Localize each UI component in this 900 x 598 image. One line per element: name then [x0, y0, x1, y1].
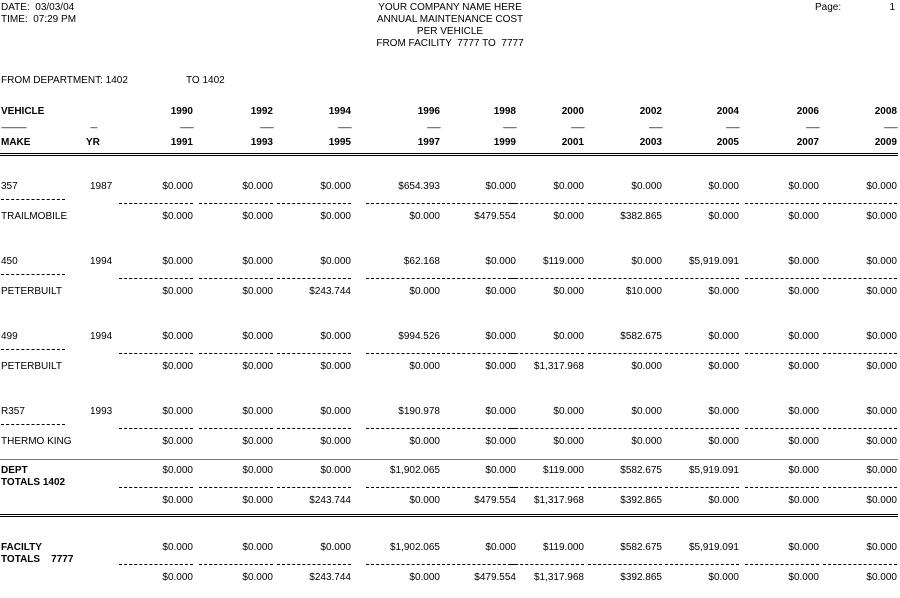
cost-cell: $0.000 — [162, 331, 193, 342]
cost-separator — [277, 278, 351, 279]
cost-separator — [588, 203, 662, 204]
vehicle-id: 357 — [1, 181, 18, 192]
cost-cell: $0.000 — [485, 286, 516, 297]
dept-total-separator — [745, 487, 819, 488]
facility-total-separator — [199, 564, 273, 565]
cost-cell: $0.000 — [242, 331, 273, 342]
cost-cell: $0.000 — [485, 436, 516, 447]
cost-cell: $0.000 — [708, 436, 739, 447]
facility-total-cell: $0.000 — [788, 542, 819, 553]
cost-separator — [665, 353, 739, 354]
year-header-top: 1994 — [328, 106, 351, 117]
dept-total-cell: $479.554 — [474, 495, 516, 506]
dept-double-rule — [0, 514, 898, 517]
facility-total-separator — [366, 564, 440, 565]
cost-separator — [510, 353, 584, 354]
facility-total-cell: $0.000 — [162, 542, 193, 553]
cost-cell: $119.000 — [543, 256, 584, 267]
cost-cell: $0.000 — [162, 211, 193, 222]
facility-total-cell: $582.675 — [620, 542, 662, 553]
cost-cell: $0.000 — [242, 211, 273, 222]
cost-cell: $0.000 — [242, 181, 273, 192]
dept-totals-label: DEPT — [1, 465, 28, 476]
dept-total-cell: $582.675 — [620, 465, 662, 476]
facility-total-cell: $243.744 — [309, 572, 351, 583]
vehicle-year: 1993 — [90, 406, 113, 417]
facility-total-separator — [745, 564, 819, 565]
cost-separator — [442, 203, 516, 204]
year-header-dash: -------- — [426, 123, 440, 132]
dept-totals-label-2: TOTALS 1402 — [1, 477, 66, 488]
dept-total-cell: $0.000 — [162, 495, 193, 506]
facility-total-separator — [442, 564, 516, 565]
dept-total-cell: $0.000 — [242, 495, 273, 506]
report-time: TIME: 07:29 PM — [1, 14, 77, 25]
cost-cell: $0.000 — [866, 256, 897, 267]
department-from: FROM DEPARTMENT: 1402 — [1, 75, 128, 86]
cost-separator — [442, 428, 516, 429]
year-header-dash: -------- — [883, 123, 897, 132]
yr-dash: ---- — [90, 123, 97, 132]
cost-cell: $0.000 — [485, 256, 516, 267]
cost-separator — [199, 353, 273, 354]
vehicle-year: 1994 — [90, 256, 113, 267]
dept-total-separator — [823, 487, 897, 488]
cost-cell: $0.000 — [485, 181, 516, 192]
year-header-top: 1990 — [170, 106, 193, 117]
cost-cell: $0.000 — [866, 286, 897, 297]
cost-separator — [823, 278, 897, 279]
cost-cell: $0.000 — [409, 211, 440, 222]
cost-cell: $1,317.968 — [533, 361, 584, 372]
cost-separator — [823, 203, 897, 204]
cost-cell: $0.000 — [866, 181, 897, 192]
facility-total-separator — [119, 564, 193, 565]
cost-separator — [510, 203, 584, 204]
cost-cell: $0.000 — [708, 406, 739, 417]
cost-separator — [366, 428, 440, 429]
cost-cell: $0.000 — [242, 361, 273, 372]
cost-cell: $0.000 — [788, 406, 819, 417]
year-header-dash: -------- — [502, 123, 516, 132]
cost-cell: $0.000 — [788, 181, 819, 192]
facility-total-cell: $1,902.065 — [389, 542, 440, 553]
cost-cell: $0.000 — [788, 286, 819, 297]
facility-total-cell: $0.000 — [866, 542, 897, 553]
report-date: DATE: 03/03/04 — [1, 2, 75, 13]
dept-total-cell: $0.000 — [162, 465, 193, 476]
year-header-top: 2002 — [639, 106, 662, 117]
cost-separator — [510, 428, 584, 429]
year-header-bottom: 2003 — [639, 137, 662, 148]
cost-cell: $0.000 — [485, 331, 516, 342]
vehicle-separator — [1, 424, 65, 425]
cost-cell: $0.000 — [485, 406, 516, 417]
cost-cell: $5,919.091 — [688, 256, 739, 267]
dept-total-cell: $0.000 — [320, 465, 351, 476]
facility-total-separator — [588, 564, 662, 565]
report-title: ANNUAL MAINTENANCE COST — [376, 14, 524, 25]
company-name: YOUR COMPANY NAME HERE — [378, 2, 522, 13]
dept-total-cell: $0.000 — [788, 465, 819, 476]
year-header-bottom: 2009 — [874, 137, 897, 148]
year-header-bottom: 1991 — [170, 137, 193, 148]
facility-total-cell: $0.000 — [708, 572, 739, 583]
cost-cell: $0.000 — [320, 406, 351, 417]
dept-total-cell: $243.744 — [309, 495, 351, 506]
dept-total-cell: $5,919.091 — [688, 465, 739, 476]
cost-cell: $0.000 — [553, 406, 584, 417]
yr-header: YR — [86, 137, 100, 148]
facility-totals-label-2: TOTALS 7777 — [1, 554, 74, 565]
facility-total-cell: $0.000 — [485, 542, 516, 553]
vehicle-id: R357 — [1, 406, 25, 417]
cost-separator — [277, 428, 351, 429]
dept-total-separator — [366, 487, 440, 488]
cost-separator — [119, 428, 193, 429]
facility-total-cell: $479.554 — [474, 572, 516, 583]
dept-total-separator — [588, 487, 662, 488]
vehicle-dash: --------------- — [1, 123, 26, 132]
year-header-dash: -------- — [570, 123, 584, 132]
dept-total-cell: $0.000 — [866, 465, 897, 476]
facility-total-cell: $0.000 — [866, 572, 897, 583]
cost-separator — [366, 278, 440, 279]
dept-total-cell: $119.000 — [543, 465, 584, 476]
facility-total-cell: $119.000 — [543, 542, 584, 553]
vehicle-make: THERMO KING — [1, 436, 72, 447]
cost-cell: $0.000 — [242, 436, 273, 447]
cost-cell: $582.675 — [620, 331, 662, 342]
year-header-top: 1998 — [493, 106, 516, 117]
dept-total-cell: $1,902.065 — [389, 465, 440, 476]
cost-cell: $0.000 — [631, 406, 662, 417]
facility-totals-label: FACILTY — [1, 542, 42, 553]
cost-cell: $0.000 — [320, 256, 351, 267]
page-number: 1 — [889, 2, 895, 13]
dept-total-cell: $0.000 — [485, 465, 516, 476]
department-to: TO 1402 — [186, 75, 225, 86]
cost-separator — [823, 428, 897, 429]
facility-total-cell: $0.000 — [162, 572, 193, 583]
cost-separator — [588, 428, 662, 429]
dept-total-cell: $1,317.968 — [533, 495, 584, 506]
facility-total-separator — [823, 564, 897, 565]
dept-total-separator — [442, 487, 516, 488]
cost-separator — [199, 278, 273, 279]
cost-separator — [199, 203, 273, 204]
dept-total-cell: $0.000 — [788, 495, 819, 506]
cost-cell: $0.000 — [162, 286, 193, 297]
vehicle-id: 450 — [1, 256, 18, 267]
year-header-top: 2006 — [796, 106, 819, 117]
cost-cell: $10.000 — [625, 286, 662, 297]
cost-cell: $0.000 — [162, 361, 193, 372]
year-header-bottom: 1999 — [493, 137, 516, 148]
dept-total-separator — [277, 487, 351, 488]
cost-cell: $0.000 — [553, 286, 584, 297]
cost-cell: $0.000 — [788, 256, 819, 267]
vehicle-year: 1994 — [90, 331, 113, 342]
year-header-top: 1996 — [417, 106, 440, 117]
cost-cell: $0.000 — [866, 211, 897, 222]
year-header-dash: -------- — [725, 123, 739, 132]
vehicle-make: TRAILMOBILE — [1, 211, 68, 222]
dept-total-cell: $0.000 — [708, 495, 739, 506]
cost-separator — [745, 428, 819, 429]
cost-cell: $0.000 — [162, 181, 193, 192]
year-header-top: 1992 — [250, 106, 273, 117]
cost-cell: $0.000 — [320, 181, 351, 192]
cost-separator — [745, 353, 819, 354]
cost-separator — [665, 203, 739, 204]
cost-cell: $0.000 — [162, 406, 193, 417]
cost-separator — [588, 278, 662, 279]
cost-cell: $0.000 — [708, 211, 739, 222]
cost-separator — [277, 353, 351, 354]
cost-cell: $0.000 — [242, 406, 273, 417]
year-header-dash: -------- — [337, 123, 351, 132]
cost-separator — [665, 428, 739, 429]
year-header-dash: -------- — [648, 123, 662, 132]
cost-cell: $0.000 — [553, 211, 584, 222]
cost-cell: $0.000 — [866, 436, 897, 447]
facility-total-separator — [665, 564, 739, 565]
cost-cell: $479.554 — [474, 211, 516, 222]
year-header-dash: -------- — [805, 123, 819, 132]
vehicle-year: 1987 — [90, 181, 113, 192]
cost-cell: $0.000 — [553, 436, 584, 447]
report-subtitle: PER VEHICLE — [416, 26, 484, 37]
cost-cell: $0.000 — [320, 436, 351, 447]
year-header-dash: -------- — [179, 123, 193, 132]
dept-total-cell: $0.000 — [242, 465, 273, 476]
cost-cell: $243.744 — [309, 286, 351, 297]
dept-totals-rule — [0, 459, 898, 460]
cost-cell: $0.000 — [788, 331, 819, 342]
vehicle-make: PETERBUILT — [1, 286, 62, 297]
vehicle-header: VEHICLE — [1, 106, 45, 117]
cost-cell: $0.000 — [553, 331, 584, 342]
cost-separator — [277, 203, 351, 204]
cost-cell: $0.000 — [242, 286, 273, 297]
facility-total-separator — [277, 564, 351, 565]
cost-cell: $0.000 — [242, 256, 273, 267]
cost-separator — [510, 278, 584, 279]
cost-cell: $0.000 — [866, 361, 897, 372]
cost-separator — [442, 353, 516, 354]
cost-cell: $0.000 — [320, 211, 351, 222]
cost-separator — [823, 353, 897, 354]
cost-cell: $0.000 — [553, 181, 584, 192]
year-header-dash: -------- — [259, 123, 273, 132]
year-header-bottom: 1993 — [250, 137, 273, 148]
cost-cell: $0.000 — [409, 286, 440, 297]
cost-cell: $0.000 — [788, 211, 819, 222]
dept-total-separator — [119, 487, 193, 488]
facility-total-separator — [510, 564, 584, 565]
cost-cell: $62.168 — [403, 256, 440, 267]
cost-separator — [119, 278, 193, 279]
make-header: MAKE — [1, 137, 31, 148]
facility-total-cell: $0.000 — [242, 572, 273, 583]
year-header-bottom: 1997 — [417, 137, 440, 148]
cost-cell: $0.000 — [162, 436, 193, 447]
cost-cell: $0.000 — [788, 361, 819, 372]
cost-cell: $0.000 — [631, 181, 662, 192]
cost-separator — [199, 428, 273, 429]
dept-total-separator — [665, 487, 739, 488]
cost-separator — [442, 278, 516, 279]
cost-separator — [745, 278, 819, 279]
year-header-bottom: 2005 — [716, 137, 739, 148]
cost-cell: $0.000 — [485, 361, 516, 372]
dept-total-separator — [510, 487, 584, 488]
facility-total-cell: $0.000 — [788, 572, 819, 583]
vehicle-separator — [1, 199, 65, 200]
year-header-bottom: 2001 — [561, 137, 584, 148]
cost-cell: $0.000 — [631, 361, 662, 372]
facility-total-cell: $5,919.091 — [688, 542, 739, 553]
cost-cell: $0.000 — [788, 436, 819, 447]
dept-total-separator — [199, 487, 273, 488]
cost-cell: $0.000 — [866, 406, 897, 417]
year-header-top: 2008 — [874, 106, 897, 117]
cost-cell: $994.526 — [398, 331, 440, 342]
header-double-rule — [0, 153, 898, 156]
cost-separator — [119, 203, 193, 204]
cost-separator — [366, 353, 440, 354]
cost-cell: $0.000 — [631, 436, 662, 447]
facility-total-cell: $0.000 — [320, 542, 351, 553]
facility-total-cell: $0.000 — [242, 542, 273, 553]
dept-total-cell: $392.865 — [620, 495, 662, 506]
cost-separator — [665, 278, 739, 279]
page-label: Page: — [815, 2, 842, 13]
dept-total-cell: $0.000 — [409, 495, 440, 506]
cost-cell: $0.000 — [708, 181, 739, 192]
dept-total-cell: $0.000 — [866, 495, 897, 506]
cost-cell: $0.000 — [320, 331, 351, 342]
cost-cell: $0.000 — [708, 286, 739, 297]
vehicle-separator — [1, 274, 65, 275]
facility-total-cell: $392.865 — [620, 572, 662, 583]
cost-cell: $382.865 — [620, 211, 662, 222]
cost-cell: $0.000 — [631, 256, 662, 267]
cost-cell: $654.393 — [398, 181, 440, 192]
cost-separator — [745, 203, 819, 204]
facility-total-cell: $0.000 — [409, 572, 440, 583]
cost-separator — [119, 353, 193, 354]
facility-range: FROM FACILITY 7777 TO 7777 — [376, 38, 524, 49]
cost-cell: $0.000 — [708, 361, 739, 372]
cost-cell: $0.000 — [162, 256, 193, 267]
cost-separator — [366, 203, 440, 204]
year-header-top: 2000 — [561, 106, 584, 117]
facility-total-cell: $1,317.968 — [533, 572, 584, 583]
cost-cell: $0.000 — [409, 436, 440, 447]
year-header-bottom: 1995 — [328, 137, 351, 148]
cost-cell: $0.000 — [320, 361, 351, 372]
vehicle-make: PETERBUILT — [1, 361, 62, 372]
cost-cell: $0.000 — [708, 331, 739, 342]
cost-cell: $0.000 — [866, 331, 897, 342]
vehicle-separator — [1, 349, 65, 350]
year-header-top: 2004 — [716, 106, 739, 117]
vehicle-id: 499 — [1, 331, 18, 342]
cost-cell: $0.000 — [409, 361, 440, 372]
cost-cell: $190.978 — [398, 406, 440, 417]
cost-separator — [588, 353, 662, 354]
year-header-bottom: 2007 — [796, 137, 819, 148]
